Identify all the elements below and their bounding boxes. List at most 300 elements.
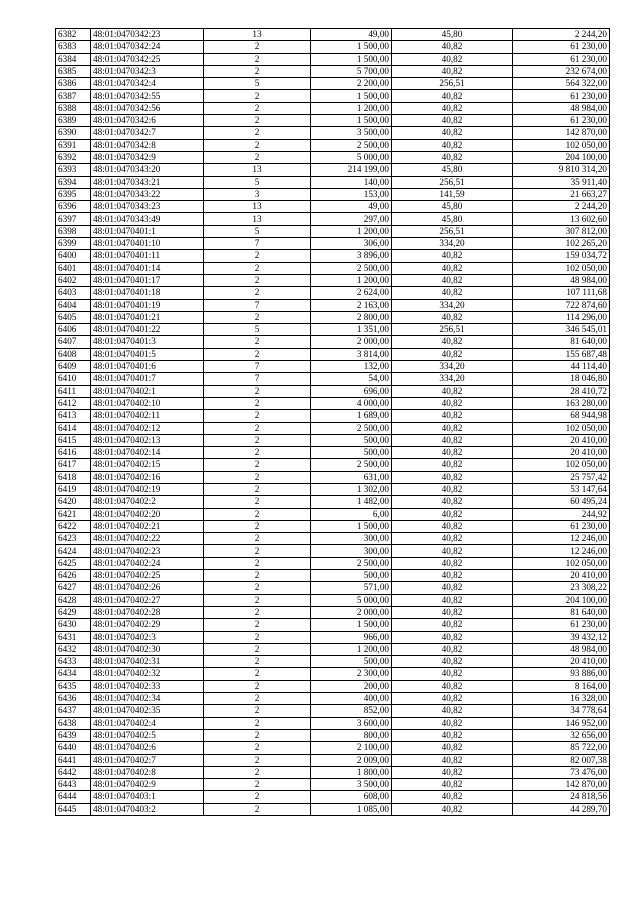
cadastral-number: 48:01:0470402:24 [91, 557, 204, 569]
rate-value: 40,82 [392, 127, 513, 139]
cadastral-number: 48:01:0470401:7 [91, 373, 204, 385]
rate-value: 40,82 [392, 693, 513, 705]
table-row [56, 791, 610, 803]
total-value: 102 050,00 [513, 422, 610, 434]
total-value: 8 164,00 [513, 680, 610, 692]
row-number: 6434 [56, 668, 91, 680]
area-value: 3 814,00 [311, 348, 392, 360]
row-number: 6422 [56, 520, 91, 532]
total-value: 20 410,00 [513, 434, 610, 446]
total-value: 9 810 314,20 [513, 164, 610, 176]
area-value: 5 700,00 [311, 65, 392, 77]
table-row [56, 766, 610, 778]
category-code: 5 [204, 78, 311, 90]
category-code: 2 [204, 570, 311, 582]
cadastral-number: 48:01:0470342:3 [91, 65, 204, 77]
cadastral-number: 48:01:0470402:34 [91, 693, 204, 705]
category-code: 2 [204, 471, 311, 483]
total-value: 102 265,20 [513, 238, 610, 250]
rate-value: 40,82 [392, 606, 513, 618]
rate-value: 40,82 [392, 139, 513, 151]
rate-value: 40,82 [392, 570, 513, 582]
category-code: 2 [204, 336, 311, 348]
area-value: 1 085,00 [311, 803, 392, 815]
cadastral-number: 48:01:0470403:1 [91, 791, 204, 803]
cadastral-number: 48:01:0470402:32 [91, 668, 204, 680]
rate-value: 256,51 [392, 176, 513, 188]
row-number: 6439 [56, 729, 91, 741]
table-row [56, 78, 610, 90]
total-value: 23 308,22 [513, 582, 610, 594]
cadastral-number: 48:01:0470402:20 [91, 508, 204, 520]
cadastral-number: 48:01:0470401:1 [91, 225, 204, 237]
area-value: 1 351,00 [311, 324, 392, 336]
total-value: 114 296,00 [513, 311, 610, 323]
table-row [56, 311, 610, 323]
row-number: 6406 [56, 324, 91, 336]
row-number: 6438 [56, 717, 91, 729]
table-row [56, 139, 610, 151]
cadastral-number: 48:01:0470401:22 [91, 324, 204, 336]
rate-value: 40,82 [392, 508, 513, 520]
area-value: 54,00 [311, 373, 392, 385]
category-code: 2 [204, 447, 311, 459]
cadastral-number: 48:01:0470342:23 [91, 29, 204, 41]
total-value: 244,92 [513, 508, 610, 520]
area-value: 5 000,00 [311, 151, 392, 163]
table-row [56, 90, 610, 102]
total-value: 232 674,00 [513, 65, 610, 77]
row-number: 6414 [56, 422, 91, 434]
category-code: 2 [204, 520, 311, 532]
table-row [56, 594, 610, 606]
category-code: 2 [204, 127, 311, 139]
table-row [56, 582, 610, 594]
table-row [56, 201, 610, 213]
row-number: 6441 [56, 754, 91, 766]
area-value: 1 200,00 [311, 643, 392, 655]
cadastral-number: 48:01:0470401:21 [91, 311, 204, 323]
category-code: 2 [204, 717, 311, 729]
rate-value: 40,82 [392, 668, 513, 680]
area-value: 2 000,00 [311, 606, 392, 618]
cadastral-number: 48:01:0470402:11 [91, 410, 204, 422]
cadastral-number: 48:01:0470342:7 [91, 127, 204, 139]
row-number: 6405 [56, 311, 91, 323]
total-value: 44 114,40 [513, 361, 610, 373]
table-row [56, 324, 610, 336]
rate-value: 40,82 [392, 53, 513, 65]
cadastral-number: 48:01:0470343:22 [91, 188, 204, 200]
row-number: 6429 [56, 606, 91, 618]
cadastral-number: 48:01:0470401:17 [91, 274, 204, 286]
table-row [56, 262, 610, 274]
rate-value: 40,82 [392, 447, 513, 459]
area-value: 571,00 [311, 582, 392, 594]
table-row [56, 459, 610, 471]
row-number: 6401 [56, 262, 91, 274]
table-row [56, 570, 610, 582]
total-value: 48 984,00 [513, 102, 610, 114]
area-value: 300,00 [311, 545, 392, 557]
area-value: 214 199,00 [311, 164, 392, 176]
cadastral-number: 48:01:0470402:7 [91, 754, 204, 766]
total-value: 307 812,00 [513, 225, 610, 237]
cadastral-number: 48:01:0470402:1 [91, 385, 204, 397]
row-number: 6421 [56, 508, 91, 520]
total-value: 20 410,00 [513, 570, 610, 582]
cadastral-number: 48:01:0470401:10 [91, 238, 204, 250]
cadastral-number: 48:01:0470402:2 [91, 496, 204, 508]
rate-value: 45,80 [392, 201, 513, 213]
area-value: 400,00 [311, 693, 392, 705]
cadastral-number: 48:01:0470402:26 [91, 582, 204, 594]
total-value: 163 280,00 [513, 397, 610, 409]
area-value: 500,00 [311, 447, 392, 459]
cadastral-number: 48:01:0470402:6 [91, 742, 204, 754]
total-value: 60 495,24 [513, 496, 610, 508]
total-value: 102 050,00 [513, 139, 610, 151]
total-value: 28 410,72 [513, 385, 610, 397]
cadastral-number: 48:01:0470342:9 [91, 151, 204, 163]
area-value: 153,00 [311, 188, 392, 200]
category-code: 2 [204, 41, 311, 53]
category-code: 7 [204, 373, 311, 385]
table-row [56, 606, 610, 618]
table-row [56, 188, 610, 200]
rate-value: 40,82 [392, 520, 513, 532]
table-row [56, 422, 610, 434]
table-row [56, 717, 610, 729]
category-code: 2 [204, 53, 311, 65]
area-value: 3 600,00 [311, 717, 392, 729]
table-row [56, 631, 610, 643]
table-row [56, 434, 610, 446]
row-number: 6404 [56, 299, 91, 311]
table-row [56, 65, 610, 77]
row-number: 6383 [56, 41, 91, 53]
category-code: 5 [204, 176, 311, 188]
category-code: 2 [204, 385, 311, 397]
rate-value: 334,20 [392, 299, 513, 311]
category-code: 2 [204, 582, 311, 594]
area-value: 1 500,00 [311, 53, 392, 65]
total-value: 12 246,00 [513, 533, 610, 545]
cadastral-number: 48:01:0470402:3 [91, 631, 204, 643]
category-code: 2 [204, 631, 311, 643]
total-value: 20 410,00 [513, 447, 610, 459]
rate-value: 256,51 [392, 324, 513, 336]
total-value: 81 640,00 [513, 336, 610, 348]
total-value: 13 602,60 [513, 213, 610, 225]
rate-value: 40,82 [392, 385, 513, 397]
area-value: 3 500,00 [311, 779, 392, 791]
rate-value: 40,82 [392, 262, 513, 274]
category-code: 2 [204, 139, 311, 151]
area-value: 49,00 [311, 29, 392, 41]
rate-value: 40,82 [392, 311, 513, 323]
rate-value: 40,82 [392, 803, 513, 815]
rate-value: 40,82 [392, 729, 513, 741]
cadastral-number: 48:01:0470402:21 [91, 520, 204, 532]
row-number: 6407 [56, 336, 91, 348]
total-value: 61 230,00 [513, 619, 610, 631]
table-row [56, 533, 610, 545]
table-row [56, 385, 610, 397]
total-value: 146 952,00 [513, 717, 610, 729]
area-value: 297,00 [311, 213, 392, 225]
area-value: 2 500,00 [311, 459, 392, 471]
area-value: 2 200,00 [311, 78, 392, 90]
rate-value: 40,82 [392, 151, 513, 163]
row-number: 6384 [56, 53, 91, 65]
total-value: 102 050,00 [513, 557, 610, 569]
table-row [56, 693, 610, 705]
total-value: 48 984,00 [513, 274, 610, 286]
row-number: 6436 [56, 693, 91, 705]
rate-value: 40,82 [392, 533, 513, 545]
cadastral-number: 48:01:0470402:19 [91, 483, 204, 495]
row-number: 6391 [56, 139, 91, 151]
total-value: 155 687,48 [513, 348, 610, 360]
area-value: 2 500,00 [311, 139, 392, 151]
rate-value: 40,82 [392, 410, 513, 422]
category-code: 2 [204, 151, 311, 163]
area-value: 2 300,00 [311, 668, 392, 680]
rate-value: 40,82 [392, 250, 513, 262]
area-value: 6,00 [311, 508, 392, 520]
category-code: 2 [204, 348, 311, 360]
area-value: 696,00 [311, 385, 392, 397]
cadastral-number: 48:01:0470401:6 [91, 361, 204, 373]
table-row [56, 705, 610, 717]
table-row [56, 336, 610, 348]
category-code: 13 [204, 29, 311, 41]
total-value: 142 870,00 [513, 127, 610, 139]
total-value: 82 007,38 [513, 754, 610, 766]
cadastral-number: 48:01:0470402:29 [91, 619, 204, 631]
area-value: 1 302,00 [311, 483, 392, 495]
row-number: 6415 [56, 434, 91, 446]
category-code: 2 [204, 533, 311, 545]
area-value: 306,00 [311, 238, 392, 250]
area-value: 2 500,00 [311, 262, 392, 274]
cadastral-number: 48:01:0470402:4 [91, 717, 204, 729]
row-number: 6432 [56, 643, 91, 655]
cadastral-number: 48:01:0470343:20 [91, 164, 204, 176]
category-code: 2 [204, 742, 311, 754]
category-code: 2 [204, 410, 311, 422]
cadastral-number: 48:01:0470401:11 [91, 250, 204, 262]
row-number: 6417 [56, 459, 91, 471]
cadastral-number: 48:01:0470402:25 [91, 570, 204, 582]
category-code: 2 [204, 705, 311, 717]
table-row [56, 29, 610, 41]
rate-value: 45,80 [392, 29, 513, 41]
cadastral-number: 48:01:0470342:6 [91, 115, 204, 127]
cadastral-number: 48:01:0470402:5 [91, 729, 204, 741]
category-code: 2 [204, 422, 311, 434]
row-number: 6402 [56, 274, 91, 286]
rate-value: 40,82 [392, 766, 513, 778]
cadastral-number: 48:01:0470402:12 [91, 422, 204, 434]
category-code: 2 [204, 274, 311, 286]
total-value: 25 757,42 [513, 471, 610, 483]
table-row [56, 471, 610, 483]
area-value: 500,00 [311, 434, 392, 446]
table-row [56, 483, 610, 495]
total-value: 12 246,00 [513, 545, 610, 557]
row-number: 6431 [56, 631, 91, 643]
total-value: 142 870,00 [513, 779, 610, 791]
category-code: 2 [204, 693, 311, 705]
category-code: 2 [204, 779, 311, 791]
category-code: 2 [204, 508, 311, 520]
area-value: 2 009,00 [311, 754, 392, 766]
area-value: 2 000,00 [311, 336, 392, 348]
cadastral-number: 48:01:0470343:23 [91, 201, 204, 213]
cadastral-table [55, 28, 610, 816]
total-value: 16 328,00 [513, 693, 610, 705]
rate-value: 334,20 [392, 238, 513, 250]
rate-value: 40,82 [392, 471, 513, 483]
category-code: 2 [204, 680, 311, 692]
rate-value: 40,82 [392, 336, 513, 348]
area-value: 1 200,00 [311, 102, 392, 114]
rate-value: 40,82 [392, 115, 513, 127]
rate-value: 40,82 [392, 791, 513, 803]
cadastral-number: 48:01:0470342:25 [91, 53, 204, 65]
area-value: 300,00 [311, 533, 392, 545]
category-code: 2 [204, 102, 311, 114]
total-value: 34 778,64 [513, 705, 610, 717]
area-value: 800,00 [311, 729, 392, 741]
row-number: 6382 [56, 29, 91, 41]
table-row [56, 447, 610, 459]
row-number: 6413 [56, 410, 91, 422]
row-number: 6395 [56, 188, 91, 200]
row-number: 6409 [56, 361, 91, 373]
area-value: 1 500,00 [311, 41, 392, 53]
area-value: 608,00 [311, 791, 392, 803]
rate-value: 40,82 [392, 754, 513, 766]
total-value: 53 147,64 [513, 483, 610, 495]
cadastral-number: 48:01:0470342:24 [91, 41, 204, 53]
area-value: 966,00 [311, 631, 392, 643]
total-value: 18 046,80 [513, 373, 610, 385]
table-row [56, 348, 610, 360]
row-number: 6420 [56, 496, 91, 508]
total-value: 204 100,00 [513, 594, 610, 606]
category-code: 2 [204, 397, 311, 409]
cadastral-number: 48:01:0470402:13 [91, 434, 204, 446]
total-value: 35 911,40 [513, 176, 610, 188]
total-value: 564 322,00 [513, 78, 610, 90]
row-number: 6442 [56, 766, 91, 778]
category-code: 2 [204, 791, 311, 803]
rate-value: 334,20 [392, 361, 513, 373]
row-number: 6393 [56, 164, 91, 176]
category-code: 2 [204, 483, 311, 495]
total-value: 107 111,68 [513, 287, 610, 299]
category-code: 2 [204, 287, 311, 299]
category-code: 2 [204, 557, 311, 569]
area-value: 1 500,00 [311, 115, 392, 127]
table-row [56, 779, 610, 791]
table-row [56, 115, 610, 127]
cadastral-number: 48:01:0470402:35 [91, 705, 204, 717]
rate-value: 45,80 [392, 213, 513, 225]
category-code: 7 [204, 361, 311, 373]
table-row [56, 803, 610, 815]
cadastral-number: 48:01:0470402:23 [91, 545, 204, 557]
row-number: 6411 [56, 385, 91, 397]
cadastral-number: 48:01:0470401:19 [91, 299, 204, 311]
total-value: 73 476,00 [513, 766, 610, 778]
table-row [56, 656, 610, 668]
table-row [56, 397, 610, 409]
category-code: 2 [204, 619, 311, 631]
row-number: 6443 [56, 779, 91, 791]
rate-value: 40,82 [392, 287, 513, 299]
row-number: 6386 [56, 78, 91, 90]
category-code: 3 [204, 188, 311, 200]
table-row [56, 496, 610, 508]
table-row [56, 41, 610, 53]
row-number: 6390 [56, 127, 91, 139]
row-number: 6403 [56, 287, 91, 299]
total-value: 44 289,70 [513, 803, 610, 815]
cadastral-number: 48:01:0470343:49 [91, 213, 204, 225]
category-code: 2 [204, 594, 311, 606]
total-value: 32 656,00 [513, 729, 610, 741]
category-code: 13 [204, 201, 311, 213]
row-number: 6397 [56, 213, 91, 225]
rate-value: 40,82 [392, 434, 513, 446]
total-value: 346 545,01 [513, 324, 610, 336]
table-row [56, 545, 610, 557]
total-value: 85 722,00 [513, 742, 610, 754]
row-number: 6430 [56, 619, 91, 631]
rate-value: 40,82 [392, 619, 513, 631]
rate-value: 40,82 [392, 594, 513, 606]
rate-value: 40,82 [392, 90, 513, 102]
row-number: 6389 [56, 115, 91, 127]
rate-value: 40,82 [392, 643, 513, 655]
category-code: 7 [204, 238, 311, 250]
rate-value: 40,82 [392, 779, 513, 791]
row-number: 6388 [56, 102, 91, 114]
table-row [56, 102, 610, 114]
total-value: 2 244,20 [513, 201, 610, 213]
table-row [56, 520, 610, 532]
rate-value: 40,82 [392, 582, 513, 594]
cadastral-number: 48:01:0470402:9 [91, 779, 204, 791]
category-code: 2 [204, 803, 311, 815]
rate-value: 40,82 [392, 742, 513, 754]
row-number: 6424 [56, 545, 91, 557]
rate-value: 40,82 [392, 705, 513, 717]
cadastral-number: 48:01:0470402:15 [91, 459, 204, 471]
area-value: 3 896,00 [311, 250, 392, 262]
rate-value: 40,82 [392, 483, 513, 495]
row-number: 6392 [56, 151, 91, 163]
total-value: 48 984,00 [513, 643, 610, 655]
rate-value: 40,82 [392, 656, 513, 668]
category-code: 2 [204, 115, 311, 127]
category-code: 2 [204, 656, 311, 668]
area-value: 1 200,00 [311, 274, 392, 286]
